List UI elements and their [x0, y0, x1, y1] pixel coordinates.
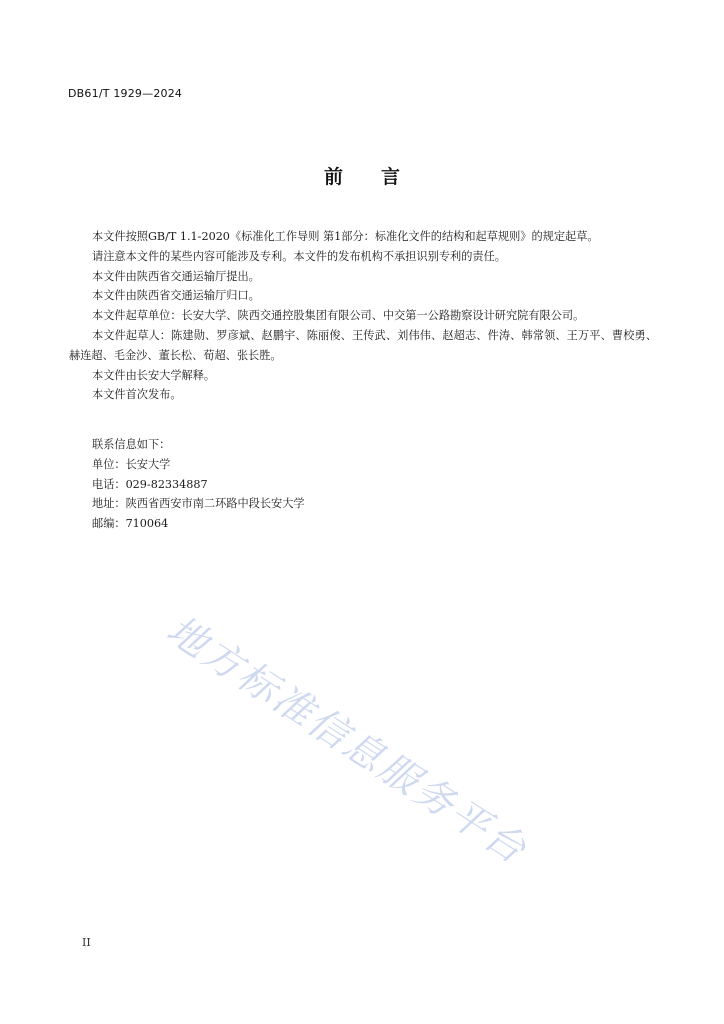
foreword-body: [69, 227, 657, 405]
watermark: 地方标准信息服务平台: [158, 607, 536, 875]
contact-heading: 联系信息如下：: [92, 438, 171, 451]
document-code: DB61/T 1929—2024: [68, 87, 183, 100]
title-char-1: 前: [323, 166, 343, 188]
paragraph-drafting-units: 本文件起草单位：长安大学、陕西交通控股集团有限公司、中交第一公路勘察设计研究院有限公司。: [92, 309, 585, 323]
contact-postcode: 邮编：710064: [92, 517, 169, 531]
page-number: II: [82, 936, 91, 949]
contact-phone: 电话：029-82334887: [92, 477, 208, 491]
title-char-2: 言: [381, 166, 401, 188]
paragraph-interpretation: 本文件由长安大学解释。: [92, 368, 216, 382]
contact-address: 地址：陕西省西安市南二环路中段长安大学: [92, 497, 305, 511]
contact-info: [92, 435, 305, 534]
page-title: [0, 162, 724, 189]
paragraph-patent-notice: 请注意本文件的某些内容可能涉及专利。本文件的发布机构不承担识别专利的责任。: [92, 249, 506, 263]
paragraph-drafters: 本文件起草人：陈建勋、罗彦斌、赵鹏宇、陈丽俊、王传武、刘伟伟、赵超志、件涛、韩常领、王万平、曹校勇、赫连超、毛金沙、董长松、荀超、张长胜。: [69, 328, 657, 362]
paragraph-first-release: 本文件首次发布。: [92, 388, 182, 402]
contact-unit: 单位：长安大学: [92, 457, 171, 471]
paragraph-drafting-basis: 本文件按照GB/T 1.1-2020《标准化工作导则 第1部分：标准化文件的结构和起草规则》的规定起草。: [92, 230, 599, 243]
paragraph-proposer: 本文件由陕西省交通运输厅提出。: [92, 269, 260, 283]
paragraph-administrator: 本文件由陕西省交通运输厅归口。: [92, 289, 260, 303]
